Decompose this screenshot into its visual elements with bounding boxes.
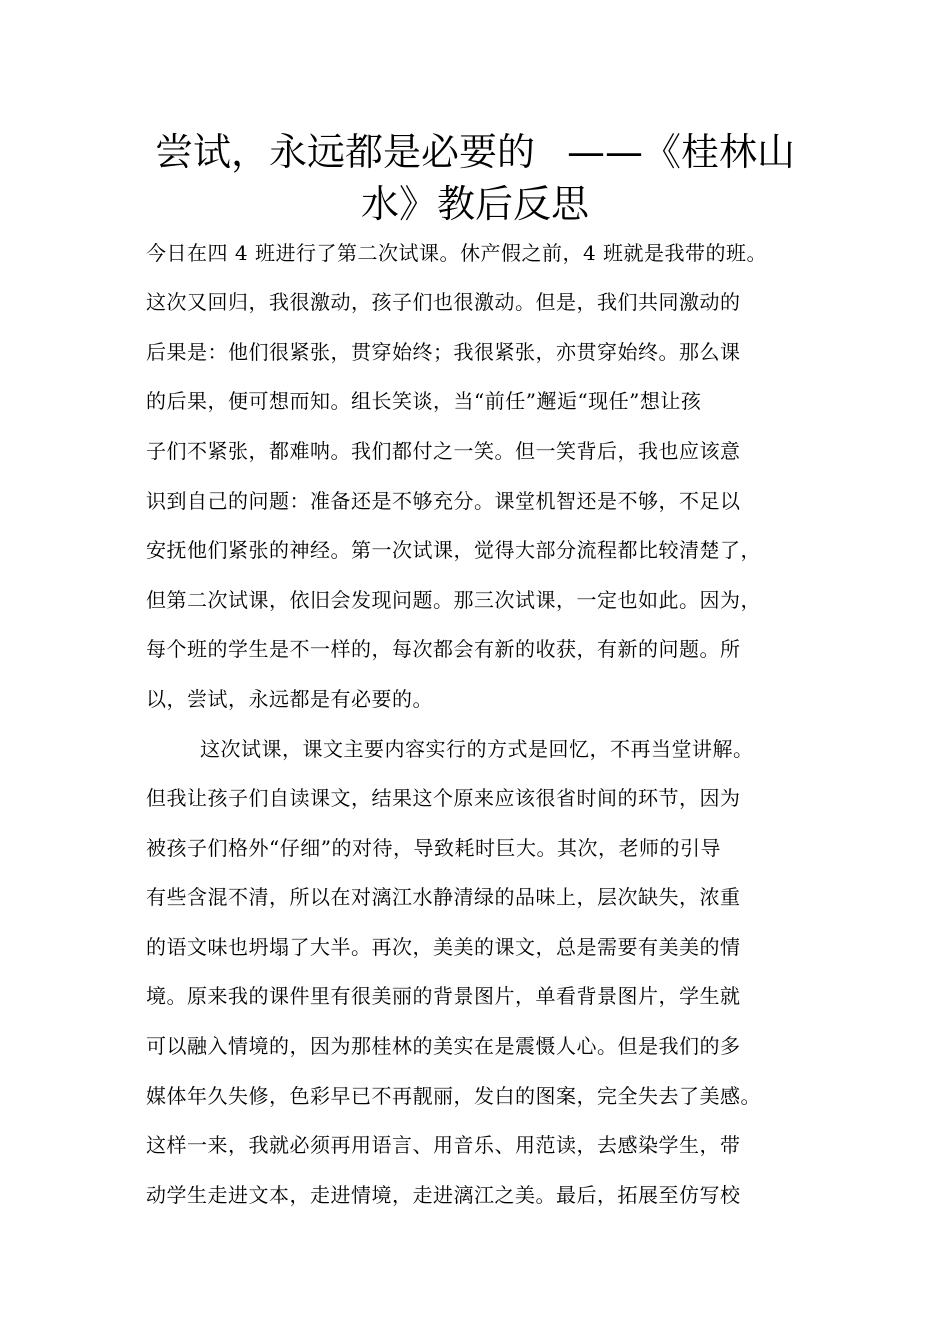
body-line: 子们不紧张，都难呐。我们都付之一笑。但一笑背后，我也应该意 xyxy=(146,439,741,463)
body-line: 每个班的学生是不一样的，每次都会有新的收获，有新的问题。所 xyxy=(146,637,741,661)
title-part-2: ——《桂林山 xyxy=(567,130,796,174)
body-line: 动学生走进文本，走进情境，走进漓江之美。最后，拓展至仿写校 xyxy=(146,1183,741,1207)
body-line: 媒体年久失修，色彩早已不再靓丽，发白的图案，完全失去了美感。 xyxy=(146,1084,761,1108)
body-line: 今日在四 4 班进行了第二次试课。休产假之前，4 班就是我带的班。 xyxy=(146,241,768,265)
document-title xyxy=(130,126,820,230)
body-line: 安抚他们紧张的神经。第一次试课，觉得大部分流程都比较清楚了， xyxy=(146,538,761,562)
body-line: 这次试课，课文主要内容实行的方式是回忆，不再当堂讲解。 xyxy=(200,737,754,761)
body-line: 境。原来我的课件里有很美丽的背景图片，单看背景图片，学生就 xyxy=(146,984,741,1008)
body-line: 的后果，便可想而知。组长笑谈，当“前任”邂逅“现任”想让孩 xyxy=(146,389,702,413)
body-line: 但第二次试课，依旧会发现问题。那三次试课，一定也如此。因为， xyxy=(146,588,761,612)
body-line: 这样一来，我就必须再用语言、用音乐、用范读，去感染学生，带 xyxy=(146,1133,741,1157)
body-line: 被孩子们格外“仔细”的对待，导致耗时巨大。其次，老师的引导 xyxy=(146,836,721,860)
body-line: 的语文味也坍塌了大半。再次，美美的课文，总是需要有美美的情 xyxy=(146,935,741,959)
body-line: 有些含混不清，所以在对漓江水静清绿的品味上，层次缺失，浓重 xyxy=(146,885,741,909)
body-line: 后果是：他们很紧张，贯穿始终；我很紧张，亦贯穿始终。那么课 xyxy=(146,340,741,364)
body-line: 以，尝试，永远都是有必要的。 xyxy=(146,687,433,711)
body-line: 可以融入情境的，因为那桂林的美实在是震慑人心。但是我们的多 xyxy=(146,1034,741,1058)
title-line-2: 水》教后反思 xyxy=(360,182,589,226)
body-line: 但我让孩子们自读课文，结果这个原来应该很省时间的环节，因为 xyxy=(146,786,741,810)
title-part-1: 尝试，永远都是必要的 xyxy=(154,130,535,174)
body-line: 识到自己的问题：准备还是不够充分。课堂机智还是不够，不足以 xyxy=(146,489,741,513)
body-line: 这次又回归，我很激动，孩子们也很激动。但是，我们共同激动的 xyxy=(146,290,741,314)
